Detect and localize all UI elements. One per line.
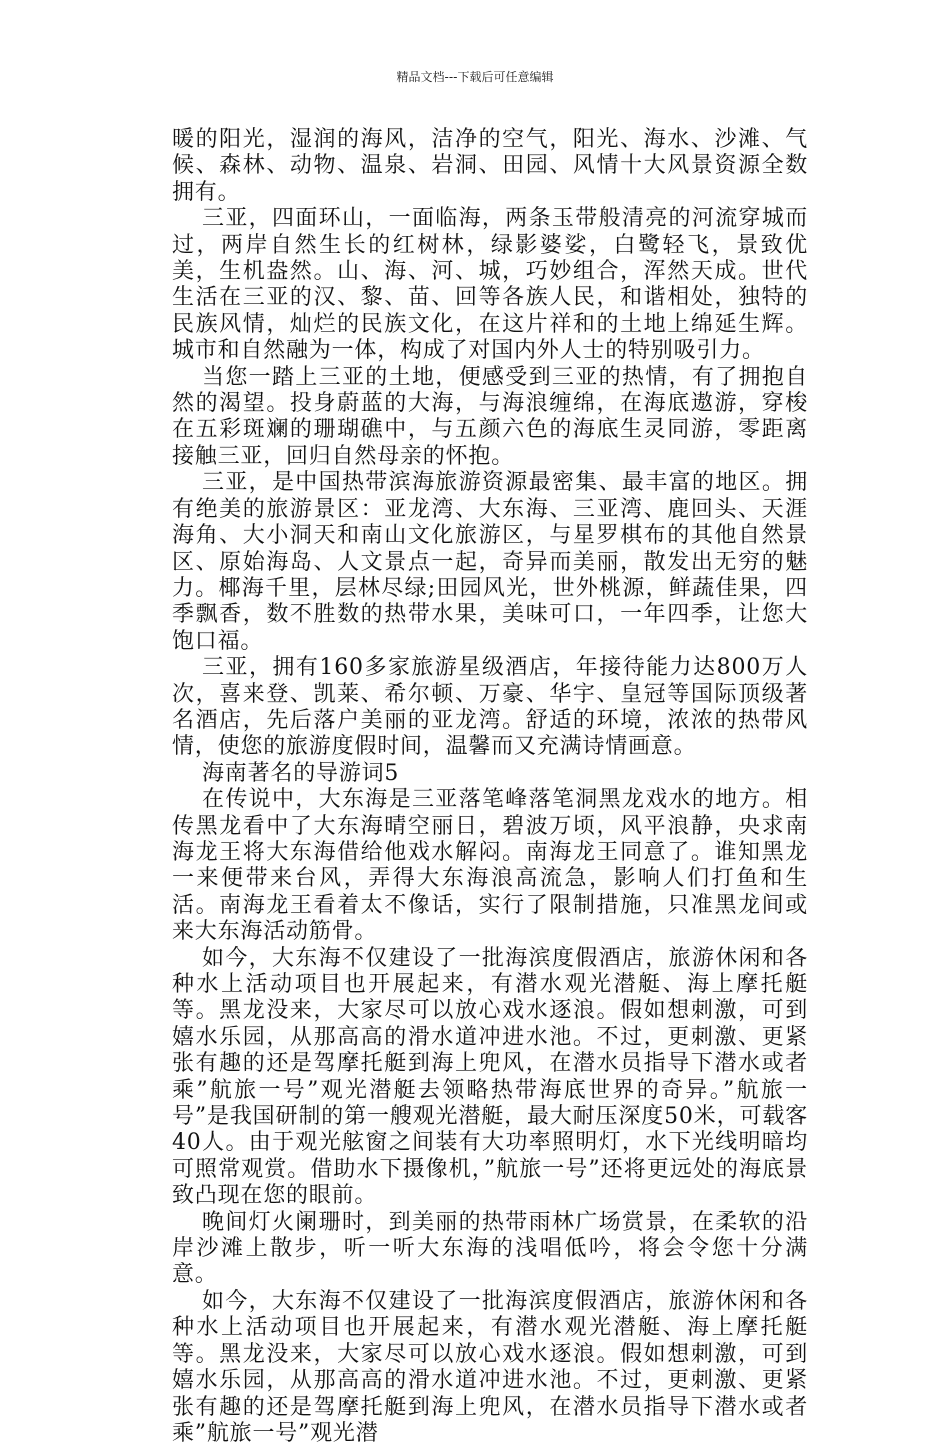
section-heading: 海南著名的导游词5 [202, 760, 400, 786]
paragraph-2: 三亚，四面环山，一面临海，两条玉带般清亮的河流穿城而过，两岸自然生长的红树林，绿影婆娑，白鹭轻飞，景致优美，生机盎然。山、海、河、城，巧妙组合，浑然天成。世代生活在三亚的汉、黎、苗、回等各族人民，和谐相处，独特的民族风情，灿烂的民族文化，在这片祥和的土地上绵延生辉。城市和自然融为一体，构成了对国内外人士的特别吸引力。 [172, 206, 808, 364]
paragraph-3: 当您一踏上三亚的土地，便感受到三亚的热情，有了拥抱自然的渴望。投身蔚蓝的大海，与海浪缠绵，在海底遨游，穿梭在五彩斑斓的珊瑚礁中，与五颜六色的海底生灵同游，零距离接触三亚，回归自然母亲的怀抱。 [172, 364, 808, 469]
paragraph-7: 如今，大东海不仅建设了一批海滨度假酒店，旅游休闲和各种水上活动项目也开展起来，有潜水观光潜艇、海上摩托艇等。黑龙没来，大家尽可以放心戏水逐浪。假如想刺激，可到嬉水乐园，从那高高的滑水道冲进水池。不过，更刺激、更紧张有趣的还是驾摩托艇到海上兜风，在潜水员指导下潜水或者乘”航旅一号”观光潜艇去领略热带海底世界的奇异。”航旅一号”是我国研制的第一艘观光潜艇，最大耐压深度50米，可载客40人。由于观光舷窗之间装有大功率照明灯，水下光线明暗均可照常观赏。借助水下摄像机，”航旅一号”还将更远处的海底景致凸现在您的眼前。 [172, 945, 808, 1209]
paragraph-4: 三亚，是中国热带滨海旅游资源最密集、最丰富的地区。拥有绝美的旅游景区：亚龙湾、大东海、三亚湾、鹿回头、天涯海角、大小洞天和南山文化旅游区，与星罗棋布的其他自然景区、原始海岛、人文景点一起，奇异而美丽，散发出无穷的魅力。椰海千里，层林尽绿;田园风光，世外桃源，鲜蔬佳果，四季飘香，数不胜数的热带水果，美味可口，一年四季，让您大饱口福。 [172, 470, 808, 654]
paragraph-1: 暖的阳光，湿润的海风，洁净的空气，阳光、海水、沙滩、气候、森林、动物、温泉、岩洞、田园、风情十大风景资源全数拥有。 [172, 127, 808, 205]
paragraph-6: 在传说中，大东海是三亚落笔峰落笔洞黑龙戏水的地方。相传黑龙看中了大东海晴空丽日，碧波万顷，风平浪静，央求南海龙王将大东海借给他戏水解闷。南海龙王同意了。谁知黑龙一来便带来台风，弄得大东海浪高流急，影响人们打鱼和生活。南海龙王看着太不像话，实行了限制措施，只准黑龙间或来大东海活动筋骨。 [172, 787, 808, 945]
page-header: 精品文档---下载后可任意编辑 [396, 70, 554, 84]
paragraph-9: 如今，大东海不仅建设了一批海滨度假酒店，旅游休闲和各种水上活动项目也开展起来，有潜水观光潜艇、海上摩托艇等。黑龙没来，大家尽可以放心戏水逐浪。假如想刺激，可到嬉水乐园，从那高高的滑水道冲进水池。不过，更刺激、更紧张有趣的还是驾摩托艇到海上兜风，在潜水员指导下潜水或者乘”航旅一号”观光潜 [172, 1288, 808, 1446]
paragraph-8: 晚间灯火阑珊时，到美丽的热带雨林广场赏景，在柔软的沿岸沙滩上散步，听一听大东海的浅唱低吟，将会令您十分满意。 [172, 1209, 808, 1288]
paragraph-5: 三亚，拥有160多家旅游星级酒店，年接待能力达800万人次，喜来登、凯莱、希尔顿、万豪、华宇、皇冠等国际顶级著名酒店，先后落户美丽的亚龙湾。舒适的环境，浓浓的热带风情，使您的旅游度假时间，温馨而又充满诗情画意。 [172, 655, 808, 760]
document-body [172, 127, 808, 1447]
